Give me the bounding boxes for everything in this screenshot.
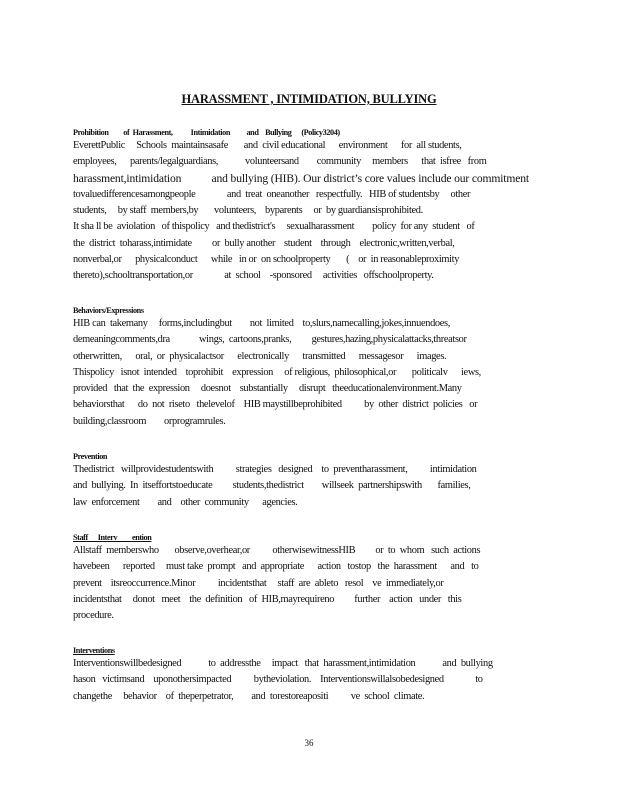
paragraph-line: building,classroom orprogramrules. [73, 415, 226, 427]
paragraph-line: procedure. [73, 610, 114, 622]
paragraph-line: employees, parents/legalguardians, volunteersand community members that isfree from [73, 156, 487, 168]
section-heading: Staff Interv ention [73, 533, 152, 542]
paragraph-line: nonverbal,or physicalconduct while in or on schoolproperty ( or in reasonableproximity [73, 254, 460, 266]
paragraph-line: otherwritten, oral, or physicalactsor electronically transmitted messagesor images. [73, 350, 447, 362]
paragraph-line: Interventionswillbedesigned to addressthe impact that harassment,intimidation and bullying [73, 658, 493, 669]
paragraph-line: the district toharass,intimidate or bully another student through electronic,written,verbal, [73, 237, 455, 249]
paragraph-line: incidentsthat donot meet the definition of HIB,mayrequireno further action under this [73, 593, 462, 605]
section-heading: Behaviors/Expressions [73, 306, 144, 315]
paragraph-line: Thedistrict willprovidestudentswith strategies designed to preventharassment, intimidation [73, 464, 477, 475]
section-prohibition [73, 128, 529, 285]
paragraph-line: It sha ll be aviolation of thispolicy and thedistrict's sexualharassment policy for any student of [73, 221, 475, 233]
section-behaviors [73, 306, 525, 430]
paragraph-line: students, by staff members,by volunteers, byparents or by guardiansisprohibited. [73, 205, 423, 217]
paragraph-line: tovaluedifferencesamongpeople and treat oneanother respectfully. HIB of studentsby other [73, 188, 471, 200]
paragraph-line: changethe behavior of theperpetrator, and torestoreapositi ve school climate. [73, 690, 425, 702]
paragraph-line: havebeen reported must take prompt and appropriate action tostop the harassment and to [73, 561, 479, 573]
paragraph-line: provided that the expression doesnot substantially disrupt theeducationalenvironment.Many [73, 383, 462, 395]
page-title: HARASSMENT , INTIMIDATION, BULLYING [181, 92, 437, 106]
paragraph-line: harassment,intimidation and bullying (HIB). Our district’s core values include our commitment [73, 171, 529, 185]
section-heading: Prohibition of Harassment, Intimidation and Bullying (Policy3204) [73, 128, 340, 137]
section-staff-intervention [73, 533, 525, 624]
paragraph-line: hason victimsand uponothersimpacted bytheviolation. Interventionswillalsobedesigned to [73, 674, 483, 686]
paragraph-line: demeaningcomments,dra wings, cartoons,pranks, gestures,hazing,physicalattacks,threatsor [73, 334, 467, 346]
section-heading: Interventions [73, 646, 115, 655]
paragraph-line: HIB can takemany forms,includingbut not limited to,slurs,namecalling,jokes,innuendoes, [73, 318, 450, 329]
section-prevention [73, 452, 525, 511]
paragraph-line: law enforcement and other community agencies. [73, 496, 298, 508]
paragraph-line: Allstaff memberswho observe,overhear,or otherwisewitnessHIB or to whom such actions [73, 545, 481, 556]
paragraph-line: EverettPublic Schools maintainsasafe and civil educational environment for all students, [73, 140, 462, 151]
section-interventions [73, 646, 525, 705]
section-heading: Prevention [73, 452, 108, 461]
paragraph-line: behaviorsthat do not riseto thelevelof HIB maystillbeprohibited by other district policies or [73, 399, 478, 411]
page-number: 36 [304, 738, 314, 748]
paragraph-line: prevent itsreoccurrence.Minor incidentsthat staff are ableto resol ve immediately,or [73, 577, 444, 589]
paragraph-line: thereto),schooltransportation,or at school -sponsored activities offschoolproperty. [73, 270, 434, 282]
paragraph-line: Thispolicy isnot intended toprohibit expression of religious, philosophical,or politicalv iews, [73, 366, 481, 378]
paragraph-line: and bullying. In itseffortstoeducate students,thedistrict willseek partnershipswith families, [73, 480, 471, 492]
